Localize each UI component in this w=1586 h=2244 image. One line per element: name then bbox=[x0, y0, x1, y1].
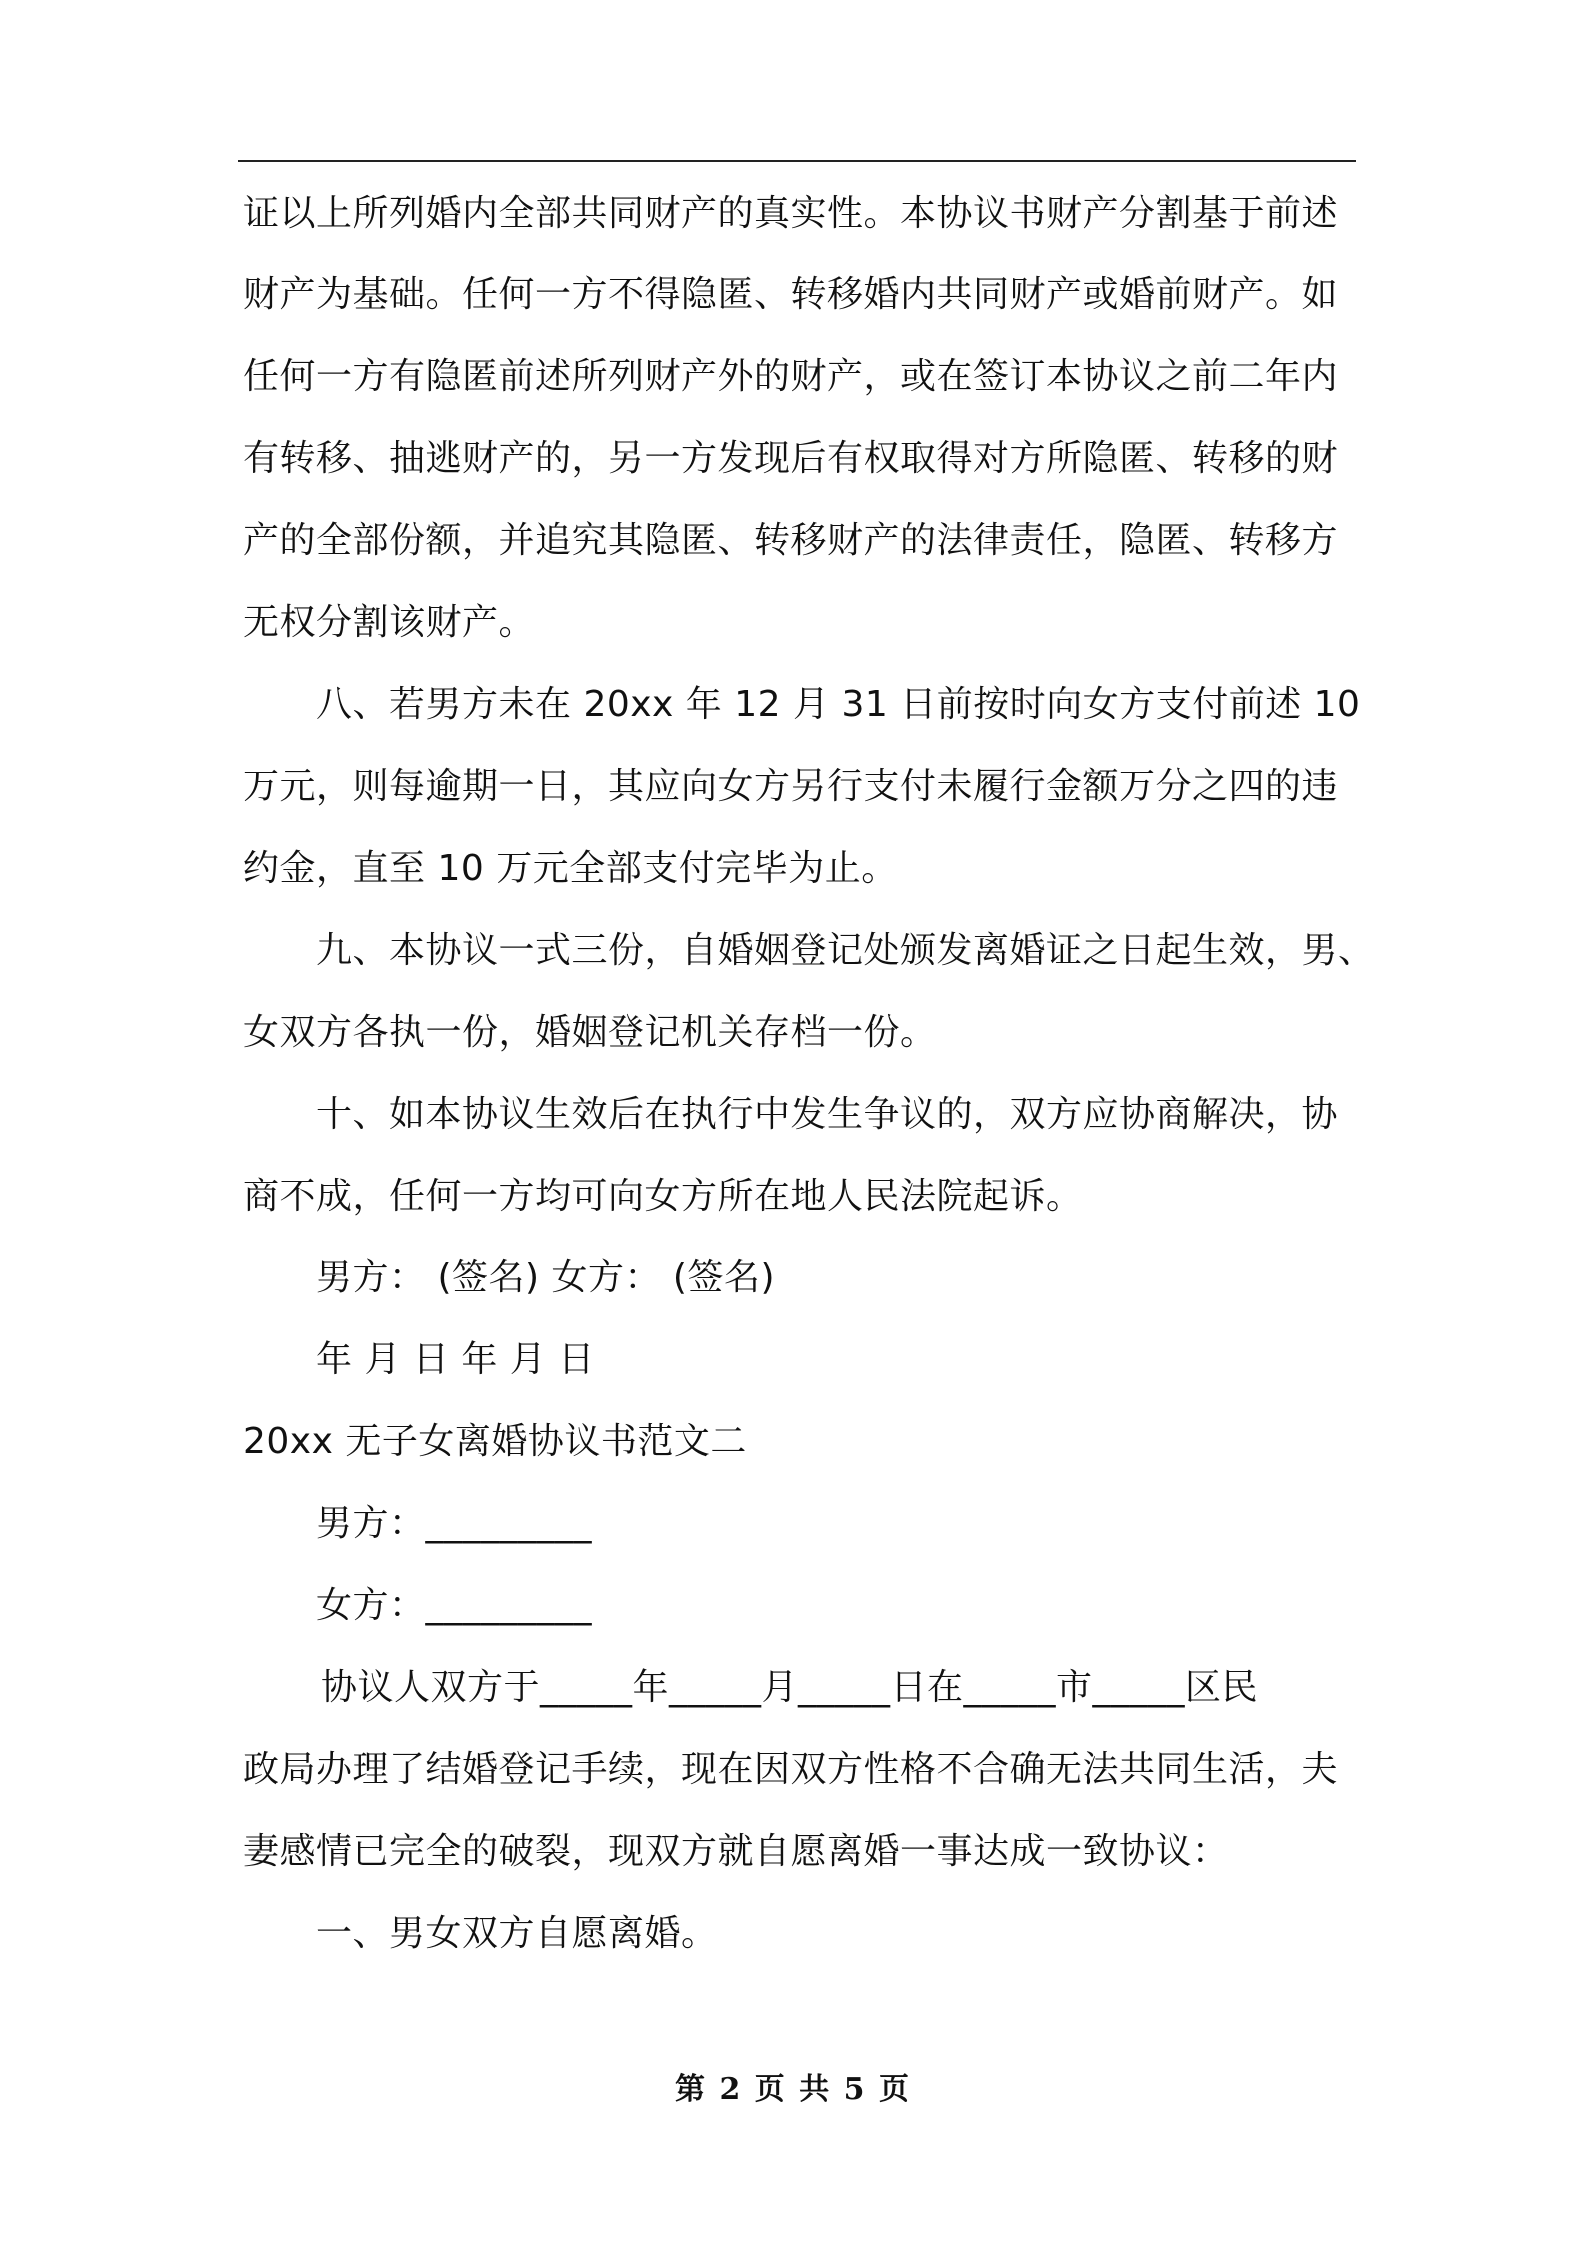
female-party-line: 女方：_________ bbox=[316, 1585, 593, 1626]
page-indicator: 第 2 页 共 5 页 bbox=[675, 2072, 911, 2107]
male-party-line: 男方：_________ bbox=[316, 1503, 593, 1544]
clause-eight: 八、若男方未在 20xx 年 12 月 31 日前按时向女方支付前述 10 bbox=[316, 684, 1361, 725]
agreement-intro: 协议人双方于_____年_____月_____日在_____市_____区民 bbox=[321, 1667, 1259, 1708]
text-line: 妻感情已完全的破裂，现双方就自愿离婚一事达成一致协议： bbox=[243, 1831, 1229, 1872]
text-line: 有转移、抽逃财产的，另一方发现后有权取得对方所隐匿、转移的财 bbox=[243, 438, 1339, 479]
section-title: 20xx 无子女离婚协议书范文二 bbox=[243, 1421, 747, 1462]
text-line: 女双方各执一份，婚姻登记机关存档一份。 bbox=[243, 1012, 937, 1053]
text-line: 证以上所列婚内全部共同财产的真实性。本协议书财产分割基于前述 bbox=[243, 193, 1339, 234]
date-line: 年 月 日 年 月 日 bbox=[316, 1339, 595, 1380]
clause-ten: 十、如本协议生效后在执行中发生争议的，双方应协商解决，协 bbox=[316, 1094, 1339, 1135]
text-line: 任何一方有隐匿前述所列财产外的财产，或在签订本协议之前二年内 bbox=[243, 356, 1339, 397]
signature-line: 男方： (签名) 女方： (签名) bbox=[316, 1257, 776, 1298]
text-line: 万元，则每逾期一日，其应向女方另行支付未履行金额万分之四的违 bbox=[243, 766, 1339, 807]
clause-one: 一、男女双方自愿离婚。 bbox=[316, 1913, 718, 1954]
header-rule bbox=[238, 160, 1356, 162]
clause-nine: 九、本协议一式三份，自婚姻登记处颁发离婚证之日起生效，男、 bbox=[316, 930, 1375, 971]
text-line: 商不成，任何一方均可向女方所在地人民法院起诉。 bbox=[243, 1176, 1083, 1217]
text-line: 无权分割该财产。 bbox=[243, 602, 536, 643]
text-line: 约金，直至 10 万元全部支付完毕为止。 bbox=[243, 848, 898, 889]
text-line: 财产为基础。任何一方不得隐匿、转移婚内共同财产或婚前财产。如 bbox=[243, 274, 1339, 315]
text-line: 政局办理了结婚登记手续，现在因双方性格不合确无法共同生活，夫 bbox=[243, 1749, 1339, 1790]
text-line: 产的全部份额，并追究其隐匿、转移财产的法律责任，隐匿、转移方 bbox=[243, 520, 1339, 561]
